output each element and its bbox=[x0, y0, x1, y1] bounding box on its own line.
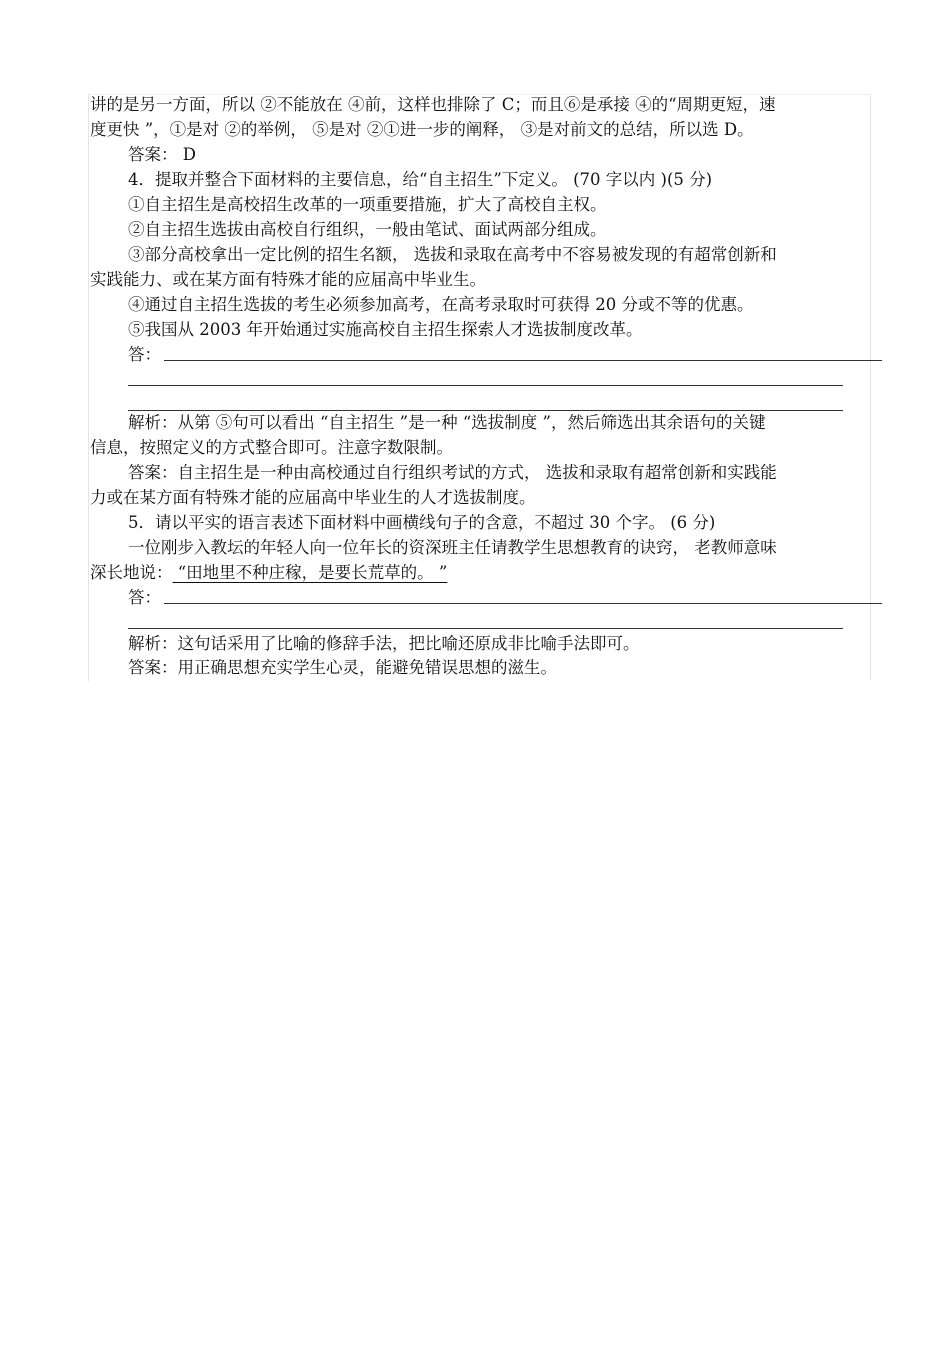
material-text: 一位刚步入教坛的年轻人向一位年长的资深班主任请教学生思想教育的诀窍， 老教师意味 bbox=[128, 538, 777, 557]
material-item-1: ①自主招生是高校招生改革的一项重要措施，扩大了高校自主权。 bbox=[128, 195, 607, 214]
material-item-3-cont: 实践能力、或在某方面有特殊才能的应届高中毕业生。 bbox=[90, 270, 486, 289]
answer-blank-line bbox=[164, 603, 882, 604]
text-line: 讲的是另一方面，所以 ②不能放在 ④前，这样也排除了 C；而且⑥是承接 ④的“周期更短，速 bbox=[90, 95, 776, 114]
answer-line: 答案： D bbox=[128, 145, 196, 164]
answer-line-cont: 力或在某方面有特殊才能的应届高中毕业生的人才选拔制度。 bbox=[90, 488, 536, 507]
answer-blank-line bbox=[128, 628, 843, 629]
material-item-2: ②自主招生选拔由高校自行组织，一般由笔试、面试两部分组成。 bbox=[128, 220, 607, 239]
analysis-line: 解析：这句话采用了比喻的修辞手法，把比喻还原成非比喻手法即可。 bbox=[128, 634, 640, 653]
answer-blank-line bbox=[128, 410, 843, 411]
answer-line: 答案：自主招生是一种由高校通过自行组织考试的方式， 选拔和录取有超常创新和实践能 bbox=[128, 463, 777, 482]
question-4-title: 4．提取并整合下面材料的主要信息，给“自主招生”下定义。 (70 字以内 )(5 分) bbox=[128, 170, 713, 189]
question-5-title: 5．请以平实的语言表述下面材料中画横线句子的含意，不超过 30 个字。 (6 分) bbox=[128, 513, 716, 532]
underlined-sentence: “田地里不种庄稼，是要长荒草的。 ” bbox=[172, 563, 448, 582]
material-text-prefix: 深长地说： bbox=[90, 563, 173, 582]
material-item-5: ⑤我国从 2003 年开始通过实施高校自主招生探索人才选拔制度改革。 bbox=[128, 320, 643, 339]
material-item-3: ③部分高校拿出一定比例的招生名额， 选拔和录取在高考中不容易被发现的有超常创新和 bbox=[128, 245, 777, 264]
material-item-4: ④通过自主招生选拔的考生必须参加高考，在高考录取时可获得 20 分或不等的优惠。 bbox=[128, 295, 754, 314]
text-line: 度更快 ”，①是对 ②的举例， ⑤是对 ②①进一步的阐释， ③是对前文的总结，所以选 D。 bbox=[90, 120, 754, 139]
analysis-line-cont: 信息，按照定义的方式整合即可。注意字数限制。 bbox=[90, 438, 453, 457]
material-text-cont bbox=[90, 562, 447, 584]
answer-label: 答： bbox=[128, 345, 161, 364]
answer-label: 答： bbox=[128, 588, 161, 607]
answer-line: 答案：用正确思想充实学生心灵，能避免错误思想的滋生。 bbox=[128, 658, 557, 677]
answer-blank-line bbox=[128, 385, 843, 386]
answer-blank-line bbox=[164, 360, 882, 361]
analysis-line: 解析：从第 ⑤句可以看出 “自主招生 ”是一种 “选拔制度 ”，然后筛选出其余语句的关键 bbox=[128, 413, 766, 432]
